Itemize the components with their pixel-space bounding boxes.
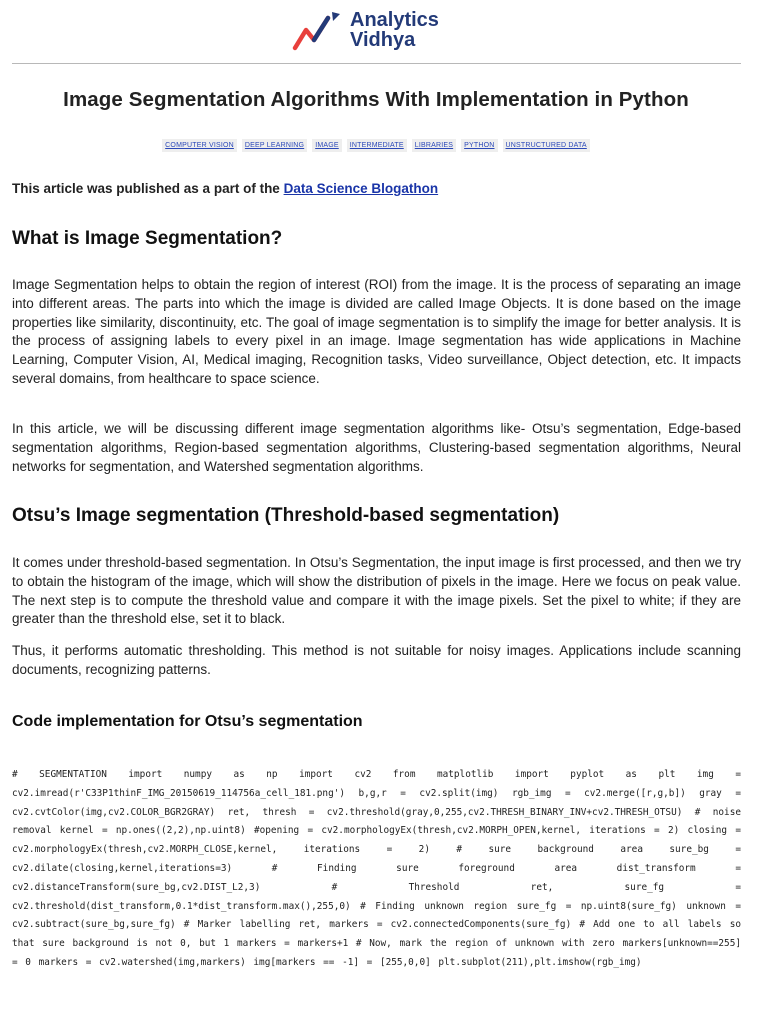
tag-computer-vision[interactable]: COMPUTER VISION [162, 139, 237, 152]
logo-line2: Vidhya [350, 29, 416, 51]
site-header [0, 0, 768, 64]
published-prefix: This article was published as a part of the [12, 181, 284, 196]
article-title: Image Segmentation Algorithms With Implementation in Python [63, 88, 689, 111]
heading-otsu: Otsu’s Image segmentation (Threshold-based segmentation) [12, 505, 560, 526]
paragraph-otsu-1: It comes under threshold-based segmentation. In Otsu’s Segmentation, the input image is first processed, and then we try to obtain the histogram of the image, which will show the distribution of pixels in the image. Here we focus on peak value. The next step is to compute the threshold value and compare it with the image pixels. Set the pixel to white; if they are greater than the threshold else, set it to black. [12, 555, 741, 627]
tag-intermediate[interactable]: INTERMEDIATE [347, 139, 407, 152]
paragraph-what-1: Image Segmentation helps to obtain the region of interest (ROI) from the image. It is the process of separating an image into different areas. The parts into which the image is divided are called Image Objects. It is done based on the image properties like similarity, discontinuity, etc. The goal of image segmentation is to simplify the image for better analysis. It is the process of assigning labels to every pixel in an image. Image segmentation has wide applications in Machine Learning, Computer Vision, AI, Medical imaging, Recognition tasks, Video surveillance, Object detection, etc. It impacts several domains, from healthcare to space science. [12, 277, 741, 386]
tag-list [0, 139, 752, 152]
heading-what-is-segmentation: What is Image Segmentation? [12, 228, 283, 249]
tag-deep-learning[interactable]: DEEP LEARNING [242, 139, 307, 152]
tag-libraries[interactable]: LIBRARIES [412, 139, 456, 152]
tag-image[interactable]: IMAGE [312, 139, 342, 152]
site-logo[interactable] [292, 10, 439, 52]
published-note [12, 181, 438, 196]
paragraph-what-2: In this article, we will be discussing different image segmentation algorithms like- Otsu’s segmentation, Edge-based segmentation algorithms, Region-based segmentation algorithms, Clustering-based segmentation algorithms, Neural networks for segmentation, and Watershed segmentation algorithms. [12, 421, 741, 474]
blogathon-link[interactable]: Data Science Blogathon [283, 181, 439, 196]
tag-unstructured-data[interactable]: UNSTRUCTURED DATA [503, 139, 590, 152]
code-block: # SEGMENTATION import numpy as np import cv2 from matplotlib import pyplot as plt img = cv2.imread(r'C33P1thinF_IMG_20150619_114756a_cell_181.png') b,g,r = cv2.split(img) rgb_img = cv2.merge([r,g,b]) gray = cv2.cvtColor(img,cv2.COLOR_BGR2GRAY) ret, thresh = cv2.threshold(gray,0,255,cv2.THRESH_BINARY_INV+cv2.THRESH_OTSU) # noise removal kernel = np.ones((2,2),np.uint8) #opening = cv2.morphologyEx(thresh,cv2.MORPH_OPEN,kernel, iterations = 2) closing = cv2.morphologyEx(thresh,cv2.MORPH_CLOSE,kernel, iterations = 2) # sure background area sure_bg = cv2.dilate(closing,kernel,iterations=3) # Finding sure foreground area dist_transform = cv2.distanceTransform(sure_bg,cv2.DIST_L2,3) # Threshold ret, sure_fg = cv2.threshold(dist_transform,0.1*dist_transform.max(),255,0) # Finding unknown region sure_fg = np.uint8(sure_fg) unknown = cv2.subtract(sure_bg,sure_fg) # Marker labelling ret, markers = cv2.connectedComponents(sure_fg) # Add one to all labels so that sure background is not 0, but 1 markers = markers+1 # Now, mark the region of unknown with zero markers[unknown==255] = 0 markers = cv2.watershed(img,markers) img[markers == -1] = [255,0,0] plt.subplot(211),plt.imshow(rgb_img) [12, 769, 741, 968]
analytics-vidhya-logo-icon [292, 10, 346, 52]
heading-code-implementation: Code implementation for Otsu’s segmentation [12, 713, 363, 730]
header-divider [12, 63, 741, 64]
paragraph-otsu-2: Thus, it performs automatic thresholding. This method is not suitable for noisy images. Applications include scanning documents, recognizing patterns. [12, 643, 741, 677]
tag-python[interactable]: PYTHON [461, 139, 497, 152]
logo-line1: Analytics [350, 9, 439, 31]
